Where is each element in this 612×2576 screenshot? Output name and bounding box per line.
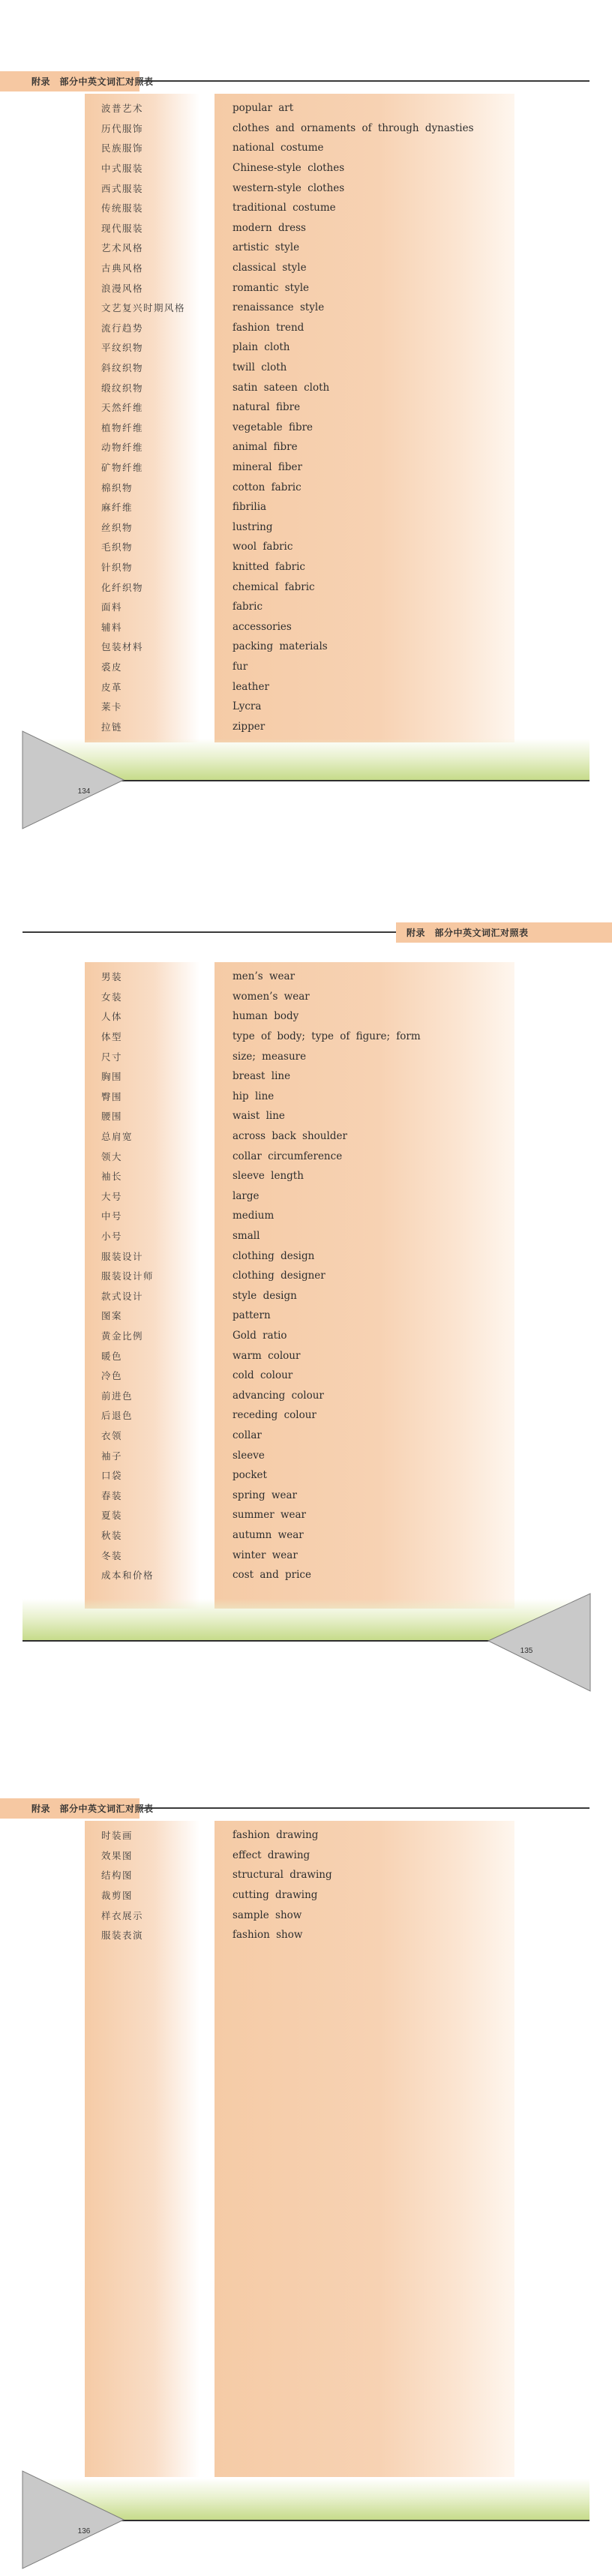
chinese-term: 民族服饰 [101, 143, 144, 154]
chinese-term: 动物纤维 [101, 442, 144, 454]
table-row [85, 1465, 514, 1486]
chinese-term: 男装 [101, 972, 123, 983]
chinese-term: 冬装 [101, 1550, 123, 1561]
table-row [85, 178, 514, 198]
vocab-rows [85, 962, 514, 1585]
english-term: cold colour [232, 1369, 293, 1382]
english-term: clothing design [232, 1249, 315, 1262]
chinese-term: 夏装 [101, 1510, 123, 1522]
vocab-rows [85, 1821, 514, 1945]
english-term: cost and price [232, 1569, 311, 1582]
table-row [85, 477, 514, 497]
english-term: large [232, 1189, 260, 1202]
table-row [85, 1565, 514, 1585]
english-term: renaissance style [232, 301, 325, 314]
english-term: western-style clothes [232, 181, 345, 194]
english-term: collar [232, 1429, 262, 1441]
chinese-term: 秋装 [101, 1530, 123, 1541]
chinese-term: 体型 [101, 1032, 123, 1043]
english-term: style design [232, 1289, 297, 1302]
table-row [85, 277, 514, 298]
appendix-header-title: 附录 部分中英文词汇对照表 [406, 928, 529, 938]
english-term: packing materials [232, 640, 328, 653]
table-row [85, 577, 514, 597]
english-term: chemical fabric [232, 580, 315, 593]
table-row [85, 1865, 514, 1885]
table-row [85, 1885, 514, 1906]
table-row [85, 676, 514, 697]
english-term: popular art [232, 102, 294, 115]
table-row [85, 1146, 514, 1166]
chinese-term: 人体 [101, 1012, 123, 1023]
chinese-term: 现代服装 [101, 223, 144, 234]
table-row [85, 1306, 514, 1326]
page-corner-triangle-icon [22, 730, 127, 830]
page-number: 136 [77, 2527, 91, 2536]
english-term: advancing colour [232, 1389, 324, 1402]
english-term: Chinese-style clothes [232, 162, 345, 175]
chinese-term: 传统服装 [101, 203, 144, 214]
table-row [85, 1846, 514, 1866]
chinese-term: 面料 [101, 602, 123, 613]
table-row [85, 358, 514, 378]
english-term: hip line [232, 1090, 274, 1102]
english-term: plain cloth [232, 341, 290, 354]
chinese-term: 时装画 [101, 1831, 134, 1842]
chinese-term: 尺寸 [101, 1051, 123, 1063]
chinese-term: 中式服装 [101, 163, 144, 175]
table-row [85, 1525, 514, 1546]
chinese-term: 西式服装 [101, 183, 144, 194]
table-row [85, 1087, 514, 1107]
chinese-term: 女装 [101, 991, 123, 1003]
english-term: warm colour [232, 1349, 301, 1362]
english-term: lustring [232, 520, 273, 533]
table-row [85, 457, 514, 478]
english-term: type of body; type of figure; form [232, 1030, 421, 1043]
table-row [85, 1266, 514, 1286]
english-term: waist line [232, 1110, 285, 1123]
table-row [85, 1066, 514, 1087]
english-term: vegetable fibre [232, 421, 314, 433]
english-term: modern dress [232, 221, 306, 234]
table-row [85, 1485, 514, 1505]
english-term: knitted fabric [232, 560, 305, 573]
table-row [85, 1126, 514, 1147]
chinese-term: 总肩宽 [101, 1132, 134, 1143]
table-row [85, 987, 514, 1007]
vocab-table-page-134 [85, 94, 514, 742]
table-row [85, 1426, 514, 1446]
table-row [85, 298, 514, 318]
chinese-term: 袖子 [101, 1450, 123, 1462]
english-term: traditional costume [232, 202, 336, 214]
table-row [85, 1366, 514, 1386]
english-term: size; measure [232, 1050, 307, 1063]
chinese-term: 斜纹织物 [101, 363, 144, 374]
chinese-term: 波普艺术 [101, 103, 144, 115]
chinese-term: 辅料 [101, 622, 123, 633]
english-term: structural drawing [232, 1869, 332, 1882]
chinese-term: 中号 [101, 1211, 123, 1222]
english-term: breast line [232, 1070, 291, 1083]
english-term: natural fibre [232, 401, 301, 414]
chinese-term: 款式设计 [101, 1291, 144, 1302]
table-row [85, 517, 514, 537]
english-term: receding colour [232, 1409, 316, 1422]
vocab-table-page-136 [85, 1821, 514, 2477]
table-row [85, 98, 514, 118]
english-term: sleeve [232, 1449, 265, 1462]
english-term: spring wear [232, 1489, 298, 1501]
chinese-term: 图案 [101, 1311, 123, 1322]
english-term: clothes and ornaments of through dynasties [232, 121, 474, 134]
chinese-term: 化纤织物 [101, 582, 144, 593]
english-term: leather [232, 680, 269, 693]
english-term: zipper [232, 720, 266, 733]
english-term: winter wear [232, 1549, 298, 1561]
chinese-term: 结构图 [101, 1870, 134, 1882]
appendix-header-title: 附录 部分中英文词汇对照表 [32, 76, 154, 87]
english-term: collar circumference [232, 1150, 343, 1162]
chinese-term: 莱卡 [101, 702, 123, 713]
chinese-term: 腰围 [101, 1111, 123, 1123]
english-term: classical style [232, 262, 307, 274]
chinese-term: 缎纹织物 [101, 382, 144, 394]
table-row [85, 158, 514, 178]
table-row [85, 557, 514, 577]
table-row [85, 1825, 514, 1846]
chinese-term: 文艺复兴时期风格 [101, 303, 186, 314]
table-row [85, 616, 514, 637]
chinese-term: 天然纤维 [101, 403, 144, 414]
english-term: fibrilia [232, 501, 267, 514]
table-row [85, 1246, 514, 1266]
table-row [85, 1166, 514, 1186]
table-row [85, 1505, 514, 1525]
header-rule [22, 931, 396, 933]
english-term: sleeve length [232, 1170, 304, 1183]
table-row [85, 337, 514, 358]
table-row [85, 198, 514, 218]
chinese-term: 服装设计师 [101, 1271, 154, 1282]
chinese-term: 皮革 [101, 682, 123, 693]
chinese-term: 丝织物 [101, 522, 134, 533]
english-term: cutting drawing [232, 1889, 318, 1902]
english-term: effect drawing [232, 1849, 310, 1861]
page-corner-triangle-icon [486, 1592, 591, 1693]
table-row [85, 118, 514, 139]
chinese-term: 裘皮 [101, 661, 123, 673]
chinese-term: 植物纤维 [101, 422, 144, 433]
table-row [85, 1226, 514, 1246]
english-term: mineral fiber [232, 460, 303, 473]
table-row [85, 1186, 514, 1207]
chinese-term: 暖色 [101, 1351, 123, 1362]
chinese-term: 流行趋势 [101, 322, 144, 334]
table-row [85, 1326, 514, 1346]
english-term: across back shoulder [232, 1130, 347, 1143]
english-term: romantic style [232, 281, 310, 294]
chinese-term: 历代服饰 [101, 123, 144, 134]
chinese-term: 棉织物 [101, 482, 134, 493]
english-term: animal fibre [232, 441, 298, 454]
table-row [85, 1545, 514, 1565]
table-row [85, 1905, 514, 1925]
table-row [85, 377, 514, 397]
english-term: human body [232, 1010, 299, 1023]
vocab-table-page-135 [85, 962, 514, 1609]
page-number: 134 [77, 787, 91, 796]
header-rule [140, 1807, 590, 1809]
chinese-term: 裁剪图 [101, 1891, 134, 1902]
table-row [85, 716, 514, 736]
english-term: fashion drawing [232, 1829, 319, 1842]
table-row [85, 697, 514, 717]
table-row [85, 437, 514, 457]
chinese-term: 成本和价格 [101, 1570, 154, 1582]
chinese-term: 口袋 [101, 1471, 123, 1482]
chinese-term: 毛织物 [101, 542, 134, 553]
english-term: satin sateen cloth [232, 381, 330, 394]
table-row [85, 537, 514, 557]
chinese-term: 矿物纤维 [101, 462, 144, 473]
table-row [85, 1405, 514, 1426]
english-term: fashion trend [232, 321, 304, 334]
english-term: sample show [232, 1909, 302, 1921]
chinese-term: 黄金比例 [101, 1330, 144, 1342]
table-row [85, 238, 514, 258]
english-term: Gold ratio [232, 1329, 287, 1342]
chinese-term: 领大 [101, 1151, 123, 1162]
table-row [85, 1925, 514, 1945]
english-term: small [232, 1230, 260, 1243]
table-row [85, 397, 514, 418]
english-term: summer wear [232, 1509, 307, 1522]
table-row [85, 1046, 514, 1066]
table-row [85, 637, 514, 657]
table-row [85, 1286, 514, 1306]
chinese-term: 冷色 [101, 1371, 123, 1382]
table-row [85, 657, 514, 677]
english-term: clothing designer [232, 1270, 326, 1282]
english-term: wool fabric [232, 541, 293, 553]
table-row [85, 1106, 514, 1126]
english-term: autumn wear [232, 1528, 304, 1541]
appendix-header-title: 附录 部分中英文词汇对照表 [32, 1804, 154, 1814]
header-rule [140, 80, 590, 82]
chinese-term: 包装材料 [101, 642, 144, 653]
english-term: medium [232, 1210, 274, 1222]
english-term: women’s wear [232, 990, 310, 1003]
english-term: pocket [232, 1469, 267, 1482]
chinese-term: 大号 [101, 1191, 123, 1202]
chinese-term: 效果图 [101, 1850, 134, 1861]
chinese-term: 麻纤维 [101, 502, 134, 514]
chinese-term: 前进色 [101, 1390, 134, 1402]
chinese-term: 臀围 [101, 1091, 123, 1102]
chinese-term: 服装表演 [101, 1930, 144, 1942]
chinese-term: 胸围 [101, 1072, 123, 1083]
page-corner-triangle-icon [22, 2470, 127, 2570]
english-term: twill cloth [232, 361, 287, 374]
table-row [85, 1445, 514, 1465]
table-row [85, 497, 514, 517]
chinese-term: 拉链 [101, 721, 123, 733]
table-row [85, 967, 514, 987]
table-row [85, 218, 514, 238]
page-number: 135 [520, 1647, 533, 1655]
appendix-header-bar [0, 1798, 154, 1819]
chinese-term: 小号 [101, 1231, 123, 1243]
table-row [85, 418, 514, 438]
english-term: fabric [232, 601, 263, 613]
vocab-rows [85, 94, 514, 736]
chinese-term: 服装设计 [101, 1251, 144, 1262]
english-term: fur [232, 660, 248, 673]
table-row [85, 318, 514, 338]
chinese-term: 艺术风格 [101, 243, 144, 254]
english-term: cotton fabric [232, 481, 302, 493]
table-row [85, 1006, 514, 1027]
chinese-term: 衣领 [101, 1430, 123, 1441]
table-row [85, 1385, 514, 1405]
english-term: Lycra [232, 700, 262, 713]
table-row [85, 597, 514, 617]
table-row [85, 1345, 514, 1366]
chinese-term: 平纹织物 [101, 343, 144, 354]
chinese-term: 样衣展示 [101, 1910, 144, 1921]
table-row [85, 138, 514, 158]
table-row [85, 258, 514, 278]
english-term: fashion show [232, 1929, 303, 1942]
english-term: pattern [232, 1309, 271, 1322]
english-term: accessories [232, 620, 292, 633]
table-row [85, 1027, 514, 1047]
chinese-term: 浪漫风格 [101, 283, 144, 294]
chinese-term: 袖长 [101, 1171, 123, 1183]
chinese-term: 后退色 [101, 1411, 134, 1422]
english-term: artistic style [232, 241, 300, 254]
appendix-header-bar [0, 71, 154, 91]
english-term: national costume [232, 142, 324, 154]
appendix-header-bar [396, 922, 612, 943]
chinese-term: 针织物 [101, 562, 134, 573]
chinese-term: 春装 [101, 1490, 123, 1501]
english-term: men’s wear [232, 970, 296, 983]
table-row [85, 1206, 514, 1226]
chinese-term: 古典风格 [101, 263, 144, 274]
